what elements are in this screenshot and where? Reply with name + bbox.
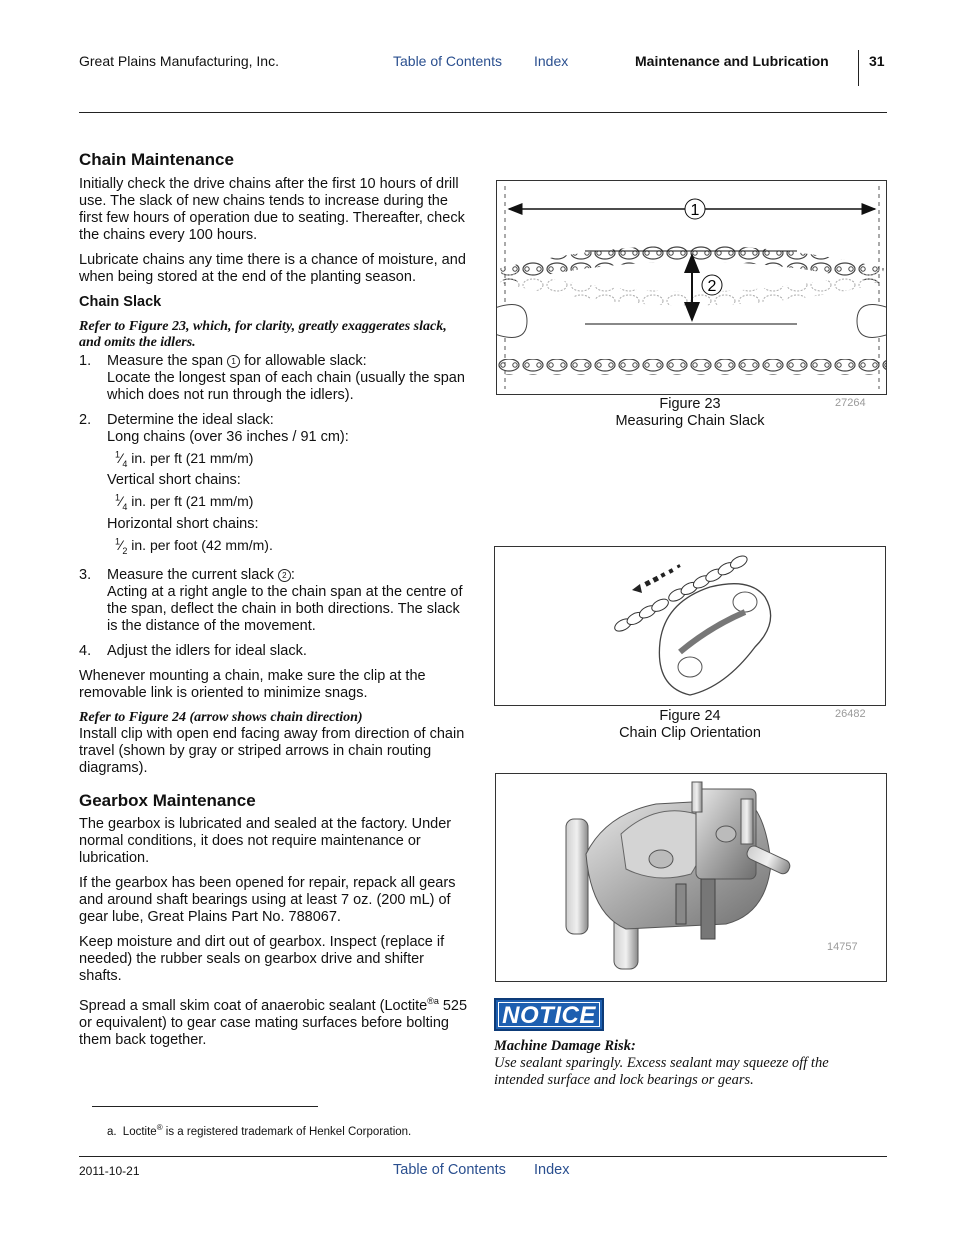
header-company: Great Plains Manufacturing, Inc.: [79, 53, 279, 69]
gearbox-para-4: Spread a small skim coat of anaerobic sealant (Loctite$^{®a}$ 525 or equivalent) to gear case mating surfaces before bolting them back together.: [79, 996, 468, 1049]
footer-rule: [79, 1156, 887, 1157]
chain-clip-diagram: [495, 547, 885, 705]
notice-title: Machine Damage Risk:: [494, 1038, 636, 1054]
step-1-number: 1.: [79, 353, 92, 369]
figure-24-title: Chain Clip Orientation: [619, 725, 761, 741]
chain-para-2: Lubricate chains any time there is a chance of moisture, and when being stored at the end of the planting season.: [79, 252, 466, 285]
figure-23-caption: [590, 396, 790, 430]
gearbox-para-3: Keep moisture and dirt out of gearbox. Inspect (replace if needed) the rubber seals on gearbox drive and shifter shafts.: [79, 934, 445, 985]
horizontal-short-label: Horizontal short chains:: [107, 515, 259, 532]
step-1-text-b: for allowable slack:: [244, 353, 367, 369]
notice-body: [494, 1038, 874, 1089]
step-4-text: Adjust the idlers for ideal slack.: [107, 643, 307, 660]
figure-23-id: 27264: [835, 397, 866, 409]
header-toc-link[interactable]: Table of Contents: [393, 53, 502, 69]
header-divider: [858, 50, 859, 86]
gearbox-maintenance-heading: Gearbox Maintenance: [79, 791, 256, 811]
footnote-text-b: is a registered trademark of Henkel Corporation.: [162, 1125, 412, 1138]
chain-maintenance-heading: Chain Maintenance: [79, 150, 234, 169]
long-chains-label: Long chains (over 36 inches / 91 cm):: [107, 429, 349, 445]
figure-23-number: Figure 23: [659, 396, 721, 412]
header-index-link[interactable]: Index: [534, 53, 569, 69]
step-3: 3. Measure the current slack 2 : Acting at a right angle to the chain span at the centre of the span, deflect the chain in both directions. The slack is the distance of the movement.: [79, 567, 463, 635]
figure-23-reference: Refer to Figure 23, which, for clarity, greatly exaggerates slack, and omits the idlers.: [79, 319, 447, 350]
footnote-mark: a.: [107, 1125, 117, 1138]
chain-slack-heading: Chain Slack: [79, 294, 162, 310]
footnote-sup: ®: [156, 1123, 163, 1132]
chain-slack-diagram: [497, 181, 886, 394]
footer-toc-link[interactable]: Table of Contents: [393, 1162, 506, 1178]
vertical-short-value: $^1⁄_4$ in. per ft (21 mm/m): [115, 492, 254, 512]
figure-23-title: Measuring Chain Slack: [615, 413, 765, 429]
chain-para-4: Install clip with open end facing away from direction of chain travel (shown by gray or striped arrows in chain routing diagrams).: [79, 726, 465, 777]
step-2: [79, 412, 469, 559]
callout-2-label: 2: [707, 278, 717, 295]
notice-badge: [494, 998, 604, 1031]
figure-24-caption: [590, 708, 790, 742]
horizontal-short-value: $^1⁄_2$ in. per foot (42 mm/m).: [115, 535, 273, 556]
callout-2-icon: 2: [278, 569, 291, 582]
chain-slack-steps: [79, 353, 469, 660]
gearbox-para-1: The gearbox is lubricated and sealed at the factory. Under normal conditions, it does not require maintenance or lubrication.: [79, 816, 452, 867]
footer-index-link[interactable]: Index: [534, 1162, 570, 1178]
step-3-number: 3.: [79, 567, 92, 584]
step-4: [79, 643, 469, 660]
notice-text: Use sealant sparingly. Excess sealant may squeeze off the intended surface and lock bearings or gears.: [494, 1055, 829, 1088]
step-1-text: Measure the span: [107, 353, 224, 369]
chain-para-3: Whenever mounting a chain, make sure the clip at the removable link is oriented to minimize snags.: [79, 668, 426, 702]
callout-1-icon: 1: [227, 355, 240, 368]
notice-label: NOTICE: [502, 1002, 596, 1029]
figure-23-chain-slack: [496, 180, 887, 395]
figure-gearbox-id: 14757: [827, 941, 858, 953]
step-1: [79, 353, 469, 404]
long-chains-value: $^1⁄_4$ in. per ft (21 mm/m): [115, 449, 254, 469]
footnote: [107, 1123, 411, 1138]
step-1-detail: Locate the longest span of each chain (usually the span which does not run through the idlers).: [107, 370, 465, 403]
vertical-short-label: Vertical short chains:: [107, 472, 241, 489]
step-2-number: 2.: [79, 412, 92, 428]
page-number: 31: [869, 53, 885, 69]
left-column: [79, 150, 469, 1049]
figure-24-number: Figure 24: [659, 708, 721, 724]
header-rule: [79, 112, 887, 113]
step-2-text: Determine the ideal slack:: [107, 412, 274, 428]
step-3-text: Measure the current slack: [107, 567, 274, 584]
footnote-marker[interactable]: ®a: [427, 996, 439, 1007]
footnote-text-a: Loctite: [122, 1125, 157, 1138]
step-4-number: 4.: [79, 643, 92, 660]
callout-1-label: 1: [690, 202, 700, 219]
step-3-detail: Acting at a right angle to the chain span at the centre of the span, deflect the chain in both directions. The slack is the distance of the movement.: [107, 584, 463, 635]
figure-24-id: 26482: [835, 708, 866, 720]
figure-24-chain-clip: [494, 546, 886, 706]
chain-para-1: Initially check the drive chains after the first 10 hours of drill use. The slack of new chains tends to increase during the first few hours of operation due to seating. Thereafter, check the chains every 100 hours.: [79, 176, 465, 243]
footer-date: 2011-10-21: [79, 1164, 140, 1178]
figure-24-reference: Refer to Figure 24 (arrow shows chain direction): [79, 710, 363, 726]
header-section-title: Maintenance and Lubrication: [635, 53, 829, 69]
gearbox-para-2: If the gearbox has been opened for repair, repack all gears and around shaft bearings using at least 7 oz. (200 mL) of gear lube, Great Plains Part No. 788067.: [79, 875, 456, 926]
footnote-rule: [92, 1106, 318, 1107]
